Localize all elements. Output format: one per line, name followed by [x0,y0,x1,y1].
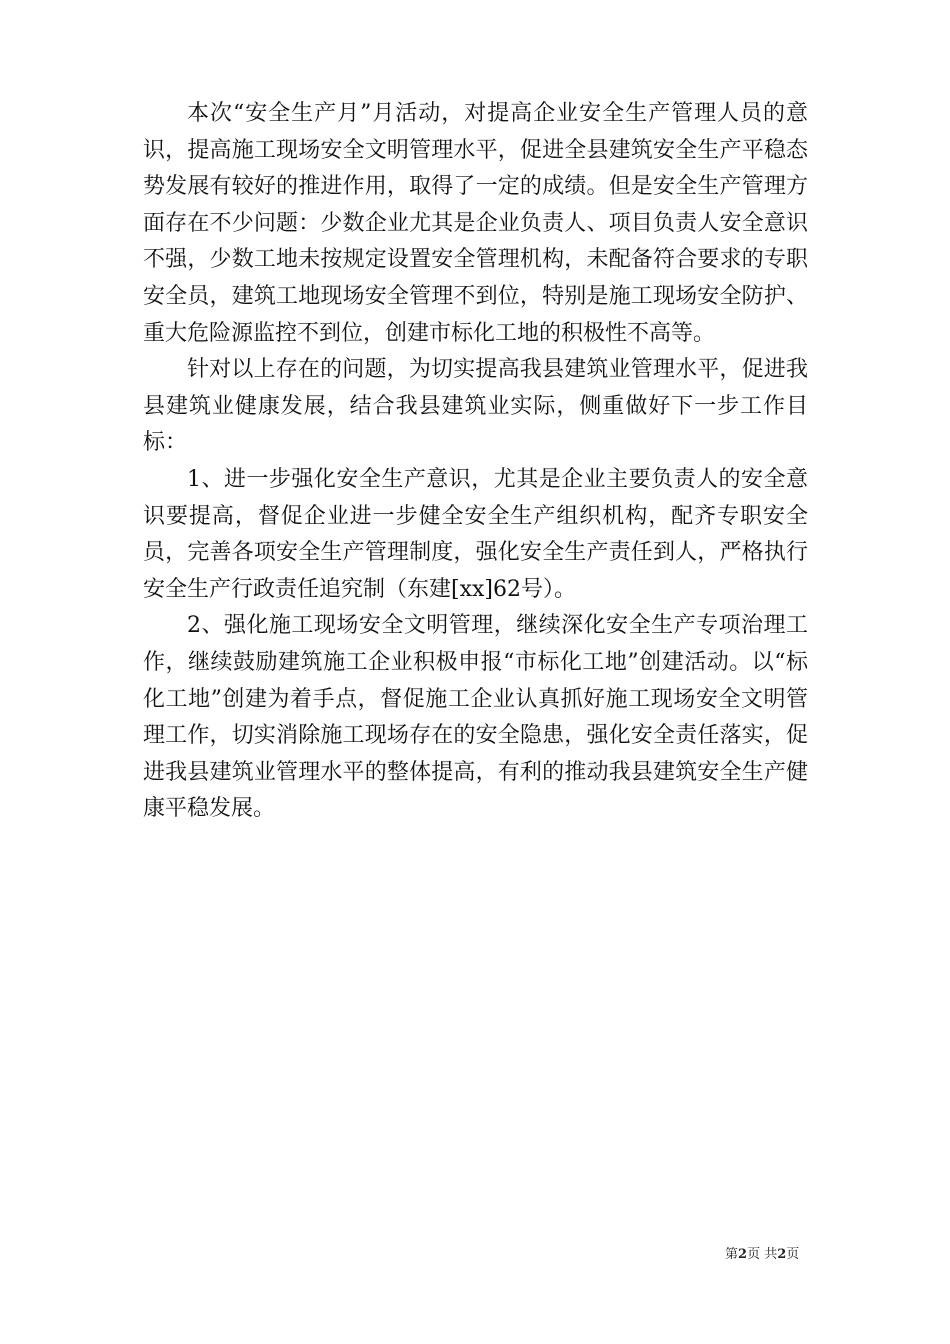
footer-middle: 页 共 [747,1247,778,1262]
footer-current-page: 2 [738,1247,748,1262]
footer-total-pages: 2 [777,1247,787,1262]
footer-prefix: 第 [725,1247,739,1262]
document-body [143,96,808,828]
page-footer [725,1247,799,1263]
footer-suffix: 页 [786,1247,800,1262]
paragraph-goals-intro: 针对以上存在的问题，为切实提高我县建筑业管理水平，促进我县建筑业健康发展，结合我县建筑业实际，侧重做好下一步工作目标： [143,357,808,456]
paragraph-summary: 本次“安全生产月”月活动，对提高企业安全生产管理人员的意识，提高施工现场安全文明管理水平，促进全县建筑安全生产平稳态势发展有较好的推进作用，取得了一定的成绩。但是安全生产管理方面存在不少问题：少数企业尤其是企业负责人、项目负责人安全意识不强，少数工地未按规定设置安全管理机构，未配备符合要求的专职安全员，建筑工地现场安全管理不到位，特别是施工现场安全防护、重大危险源监控不到位，创建市标化工地的积极性不高等。 [143,101,808,346]
paragraph-goal-1: 1、进一步强化安全生产意识，尤其是企业主要负责人的安全意识要提高，督促企业进一步健全安全生产组织机构，配齐专职安全员，完善各项安全生产管理制度，强化安全生产责任到人，严格执行安全生产行政责任追究制（东建[xx]62号）。 [143,466,808,602]
paragraph-goal-2: 2、强化施工现场安全文明管理，继续深化安全生产专项治理工作，继续鼓励建筑施工企业积极申报“市标化工地”创建活动。以“标化工地”创建为着手点，督促施工企业认真抓好施工现场安全文明管理工作，切实消除施工现场存在的安全隐患，强化安全责任落实，促进我县建筑业管理水平的整体提高，有利的推动我县建筑安全生产健康平稳发展。 [143,613,808,822]
